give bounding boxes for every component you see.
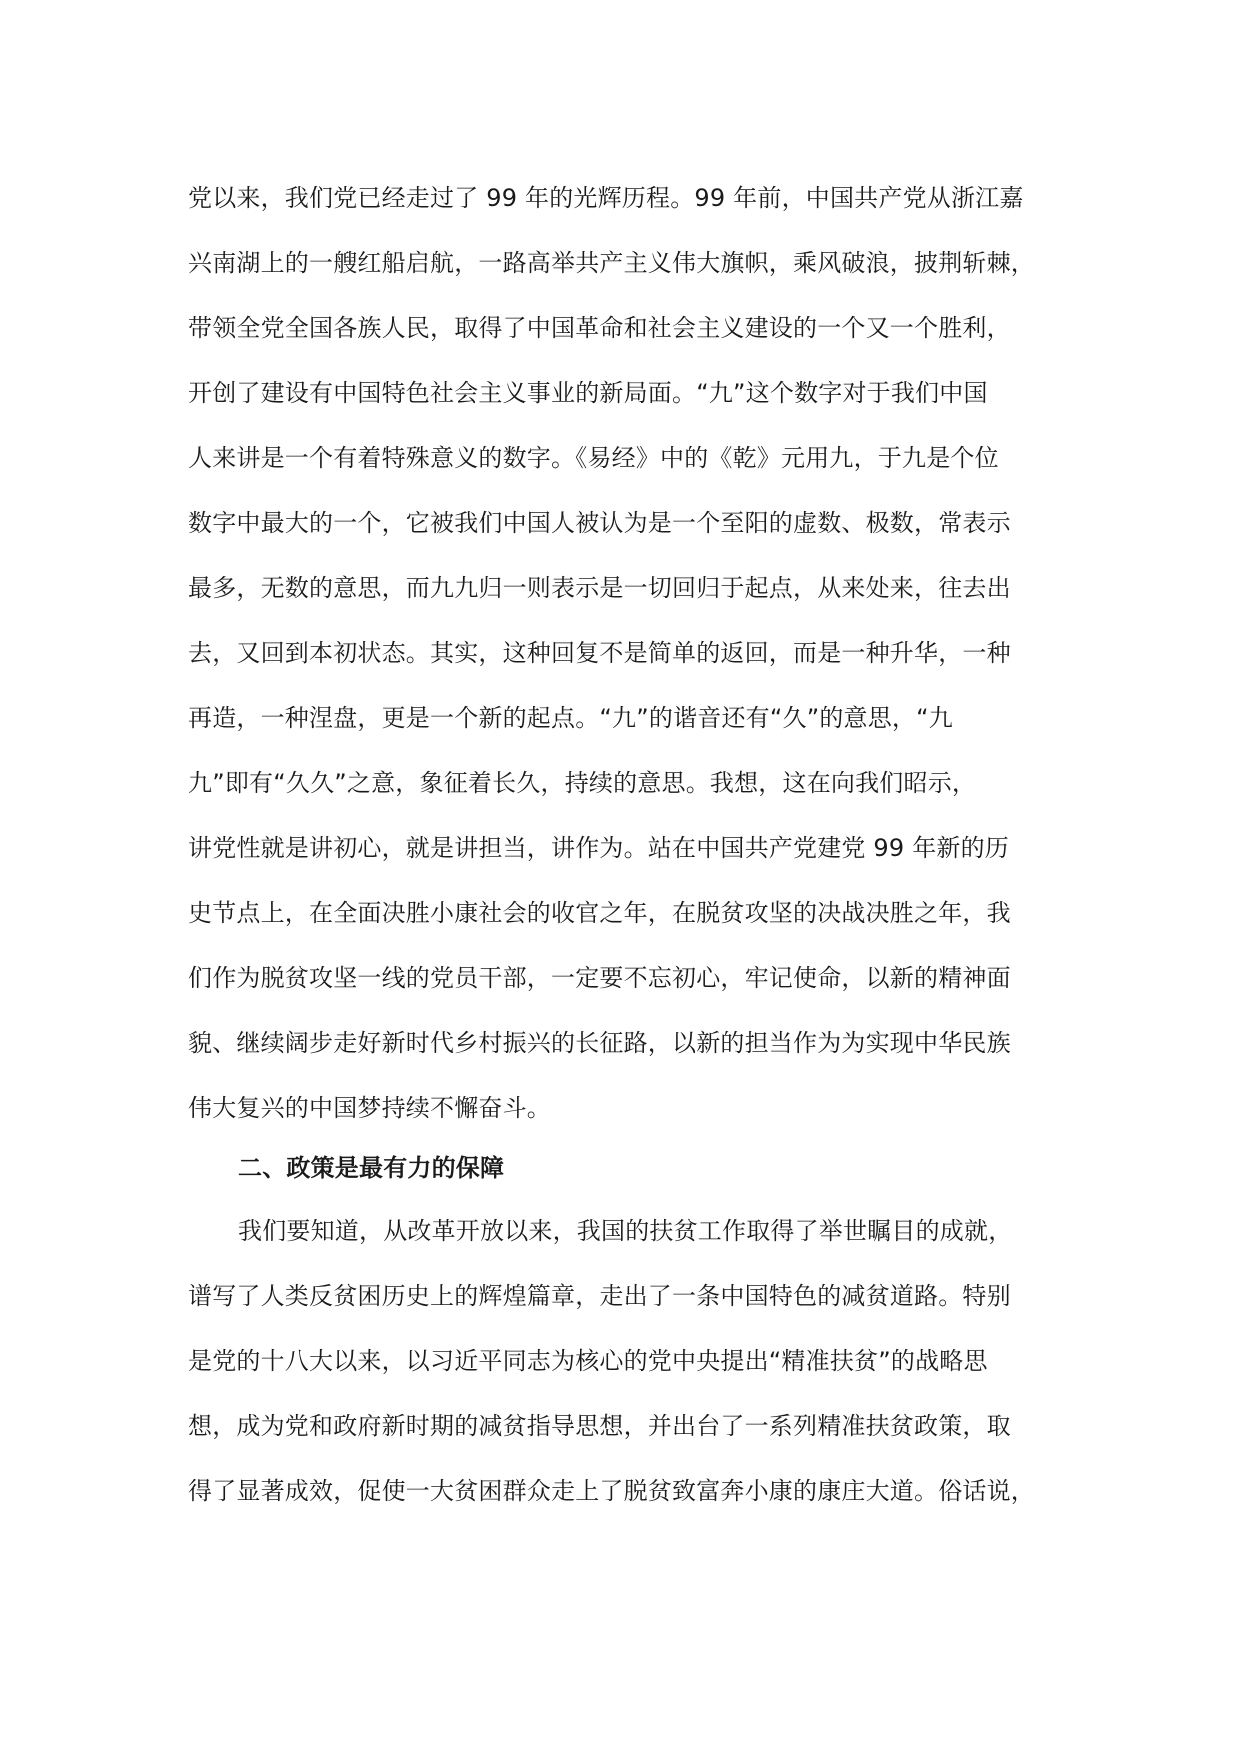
- body-text-line: 是党的十八大以来，以习近平同志为核心的党中央提出“精准扶贫”的战略思: [188, 1347, 988, 1375]
- body-text-line: 九”即有“久久”之意，象征着长久，持续的意思。我想，这在向我们昭示，: [188, 769, 977, 797]
- body-text-line: 讲党性就是讲初心，就是讲担当，讲作为。站在中国共产党建党 99 年新的历: [188, 834, 1009, 862]
- body-text-line: 再造，一种涅盘，更是一个新的起点。“九”的谐音还有“久”的意思，“九: [188, 704, 953, 732]
- body-text-line: 最多，无数的意思，而九九归一则表示是一切回归于起点，从来处来，往去出: [188, 574, 1011, 602]
- body-text-line: 貌、继续阔步走好新时代乡村振兴的长征路，以新的担当作为为实现中华民族: [188, 1029, 1011, 1057]
- body-text-line: 兴南湖上的一艘红船启航，一路高举共产主义伟大旗帜，乘风破浪，披荆斩棘，: [188, 249, 1035, 277]
- body-text-line: 我们要知道，从改革开放以来，我国的扶贫工作取得了举世瞩目的成就，: [238, 1217, 1013, 1245]
- body-text-line: 带领全党全国各族人民，取得了中国革命和社会主义建设的一个又一个胜利，: [188, 314, 1011, 342]
- body-text-line: 得了显著成效，促使一大贫困群众走上了脱贫致富奔小康的康庄大道。俗话说，: [188, 1477, 1035, 1505]
- body-text-line: 伟大复兴的中国梦持续不懈奋斗。: [188, 1094, 551, 1122]
- body-text-line: 党以来，我们党已经走过了 99 年的光辉历程。99 年前，中国共产党从浙江嘉: [188, 184, 1024, 212]
- body-text-line: 去，又回到本初状态。其实，这种回复不是简单的返回，而是一种升华，一种: [188, 639, 1011, 667]
- body-text-line: 们作为脱贫攻坚一线的党员干部，一定要不忘初心，牢记使命，以新的精神面: [188, 964, 1011, 992]
- body-text-line: 想，成为党和政府新时期的减贫指导思想，并出台了一系列精准扶贫政策，取: [188, 1412, 1011, 1440]
- body-text-line: 开创了建设有中国特色社会主义事业的新局面。“九”这个数字对于我们中国: [188, 379, 988, 407]
- body-text-line: 人来讲是一个有着特殊意义的数字。《易经》中的《乾》元用九，于九是个位: [188, 444, 999, 472]
- body-text-line: 史节点上，在全面决胜小康社会的收官之年，在脱贫攻坚的决战决胜之年，我: [188, 899, 1011, 927]
- section-heading: 二、政策是最有力的保障: [238, 1154, 505, 1182]
- body-text-line: 谱写了人类反贫困历史上的辉煌篇章，走出了一条中国特色的减贫道路。特别: [188, 1282, 1011, 1310]
- body-text-line: 数字中最大的一个，它被我们中国人被认为是一个至阳的虚数、极数，常表示: [188, 509, 1011, 537]
